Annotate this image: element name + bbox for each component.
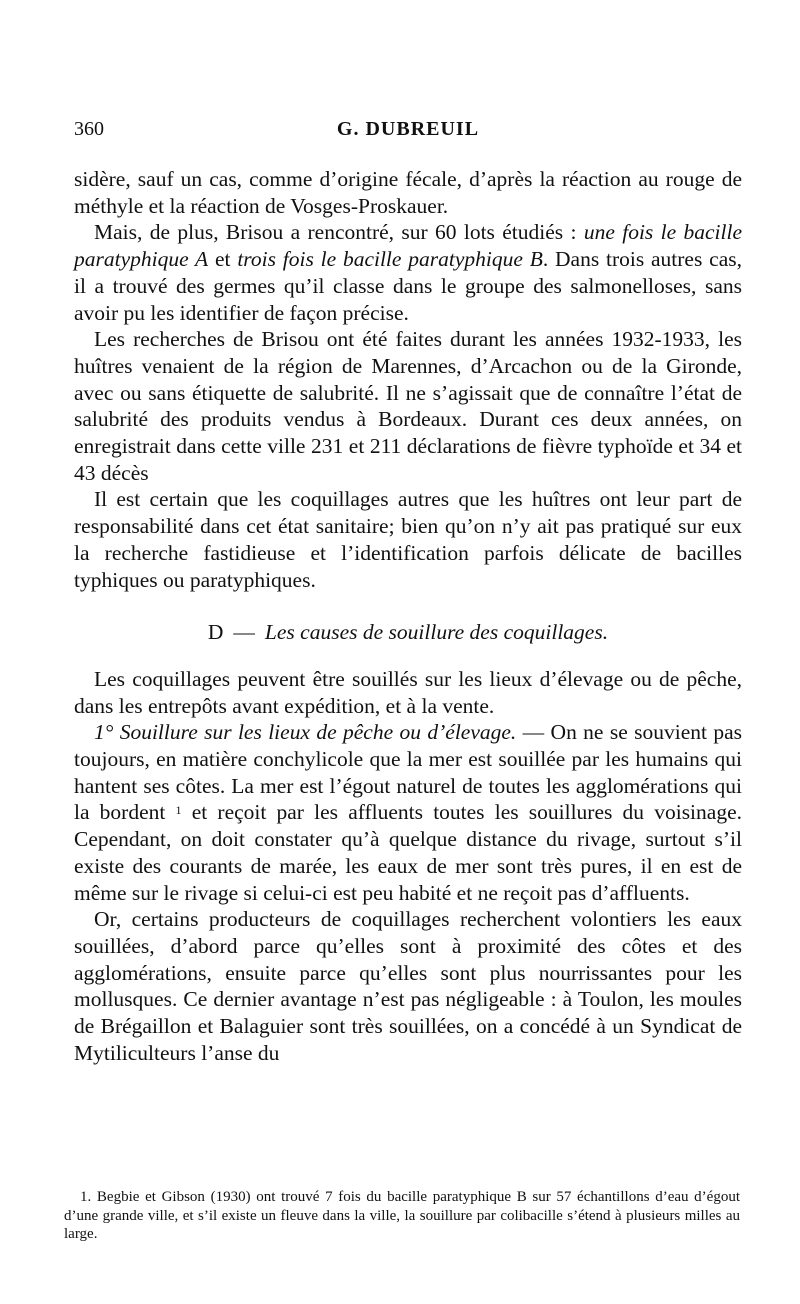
subsection-heading: 1° Souillure sur les lieux de pêche ou d’élevage.	[94, 720, 517, 745]
footnote-number: 1.	[80, 1189, 92, 1205]
paragraph-6-text-2: et reçoit par les affluents toutes les souillures du voisinage. Cependant, on doit constater qu’à quelque distance du rivage, surtout s’il existe des courants de marée, les eaux de mer sont très pures, il en est de même sur le rivage si celui-ci est peu habité et ne reçoit pas d’affluents.	[74, 800, 742, 905]
running-title: G. DUBREUIL	[336, 118, 480, 140]
section-letter: D	[207, 620, 224, 645]
footnote-reference: 1	[175, 803, 182, 818]
paragraph-2-text-1: Mais, de plus, Brisou a rencontré, sur 60 lots étudiés :	[94, 220, 584, 245]
paragraph-6-text-1: — On ne se souvient pas toujours, en matière conchylicole que la mer est souillée par les humains qui hantent ses côtes. La mer est l’égout naturel de toutes les agglomérations qui la bordent	[74, 720, 742, 825]
paragraph-1: sidère, sauf un cas, comme d’origine fécale, d’après la réaction au rouge de méthyle et la réaction de Vosges-Proskauer.	[74, 167, 742, 218]
page-header	[74, 118, 742, 148]
paragraph-2	[74, 219, 742, 326]
section-dash: —	[233, 620, 255, 645]
footnotes	[64, 1188, 740, 1244]
paragraph-2-text-2: et	[208, 247, 238, 272]
paragraph-2-italic-1: une fois le bacille paratyphique A	[74, 220, 742, 272]
paragraph-2-italic-2: trois fois le bacille paratyphique B	[237, 247, 543, 272]
paragraph-7: Or, certains producteurs de coquillages recherchent volontiers les eaux souillées, d’abord parce qu’elles sont à proximité des côtes et des agglomérations, ensuite parce qu’elles sont plus nourrissantes pour les mollusques. Ce dernier avantage n’est pas négligeable : à Toulon, les moules de Brégaillon et Balaguier sont très souillées, on a concédé à un Syndicat de Mytiliculteurs l’anse du	[74, 907, 742, 1065]
paragraph-5: Les coquillages peuvent être souillés sur les lieux d’élevage ou de pêche, dans les entrepôts avant expédition, et à la vente.	[74, 666, 742, 718]
paragraph-4: Il est certain que les coquillages autres que les huîtres ont leur part de responsabilité dans cet état sanitaire; bien qu’on n’y ait pas pratiqué sur eux la recherche fastidieuse et l’identification parfois délicate de bacilles typhiques ou paratyphiques.	[74, 487, 742, 592]
paragraph-3: Les recherches de Brisou ont été faites durant les années 1932-1933, les huîtres venaient de la région de Marennes, d’Arcachon ou de la Gironde, avec ou sans étiquette de salubrité. Il ne s’agissait que de connaître l’état de salubrité des produits vendus à Bordeaux. Durant ces deux années, on enregistrait dans cette ville 231 et 211 déclarations de fièvre typhoïde et 34 et 43 décès	[74, 327, 742, 485]
body-text	[74, 166, 742, 1067]
page-number: 360	[74, 118, 104, 140]
footnote-text: Begbie et Gibson (1930) ont trouvé 7 fois du bacille paratyphique B sur 57 échantillons d’eau d’égout d’une grande ville, et s’il existe un fleuve dans la ville, la souillure par colibacille s’étend à plusieurs milles au large.	[64, 1189, 740, 1242]
section-title: Les causes de souillure des coquillages.	[264, 620, 609, 645]
section-heading	[74, 619, 742, 646]
footnote-1	[64, 1188, 740, 1244]
paragraph-6	[74, 719, 742, 906]
paragraph-2-text-3: . Dans trois autres cas, il a trouvé des germes qu’il classe dans le groupe des salmonelloses, sans avoir pu les identifier de façon précise.	[74, 247, 742, 325]
